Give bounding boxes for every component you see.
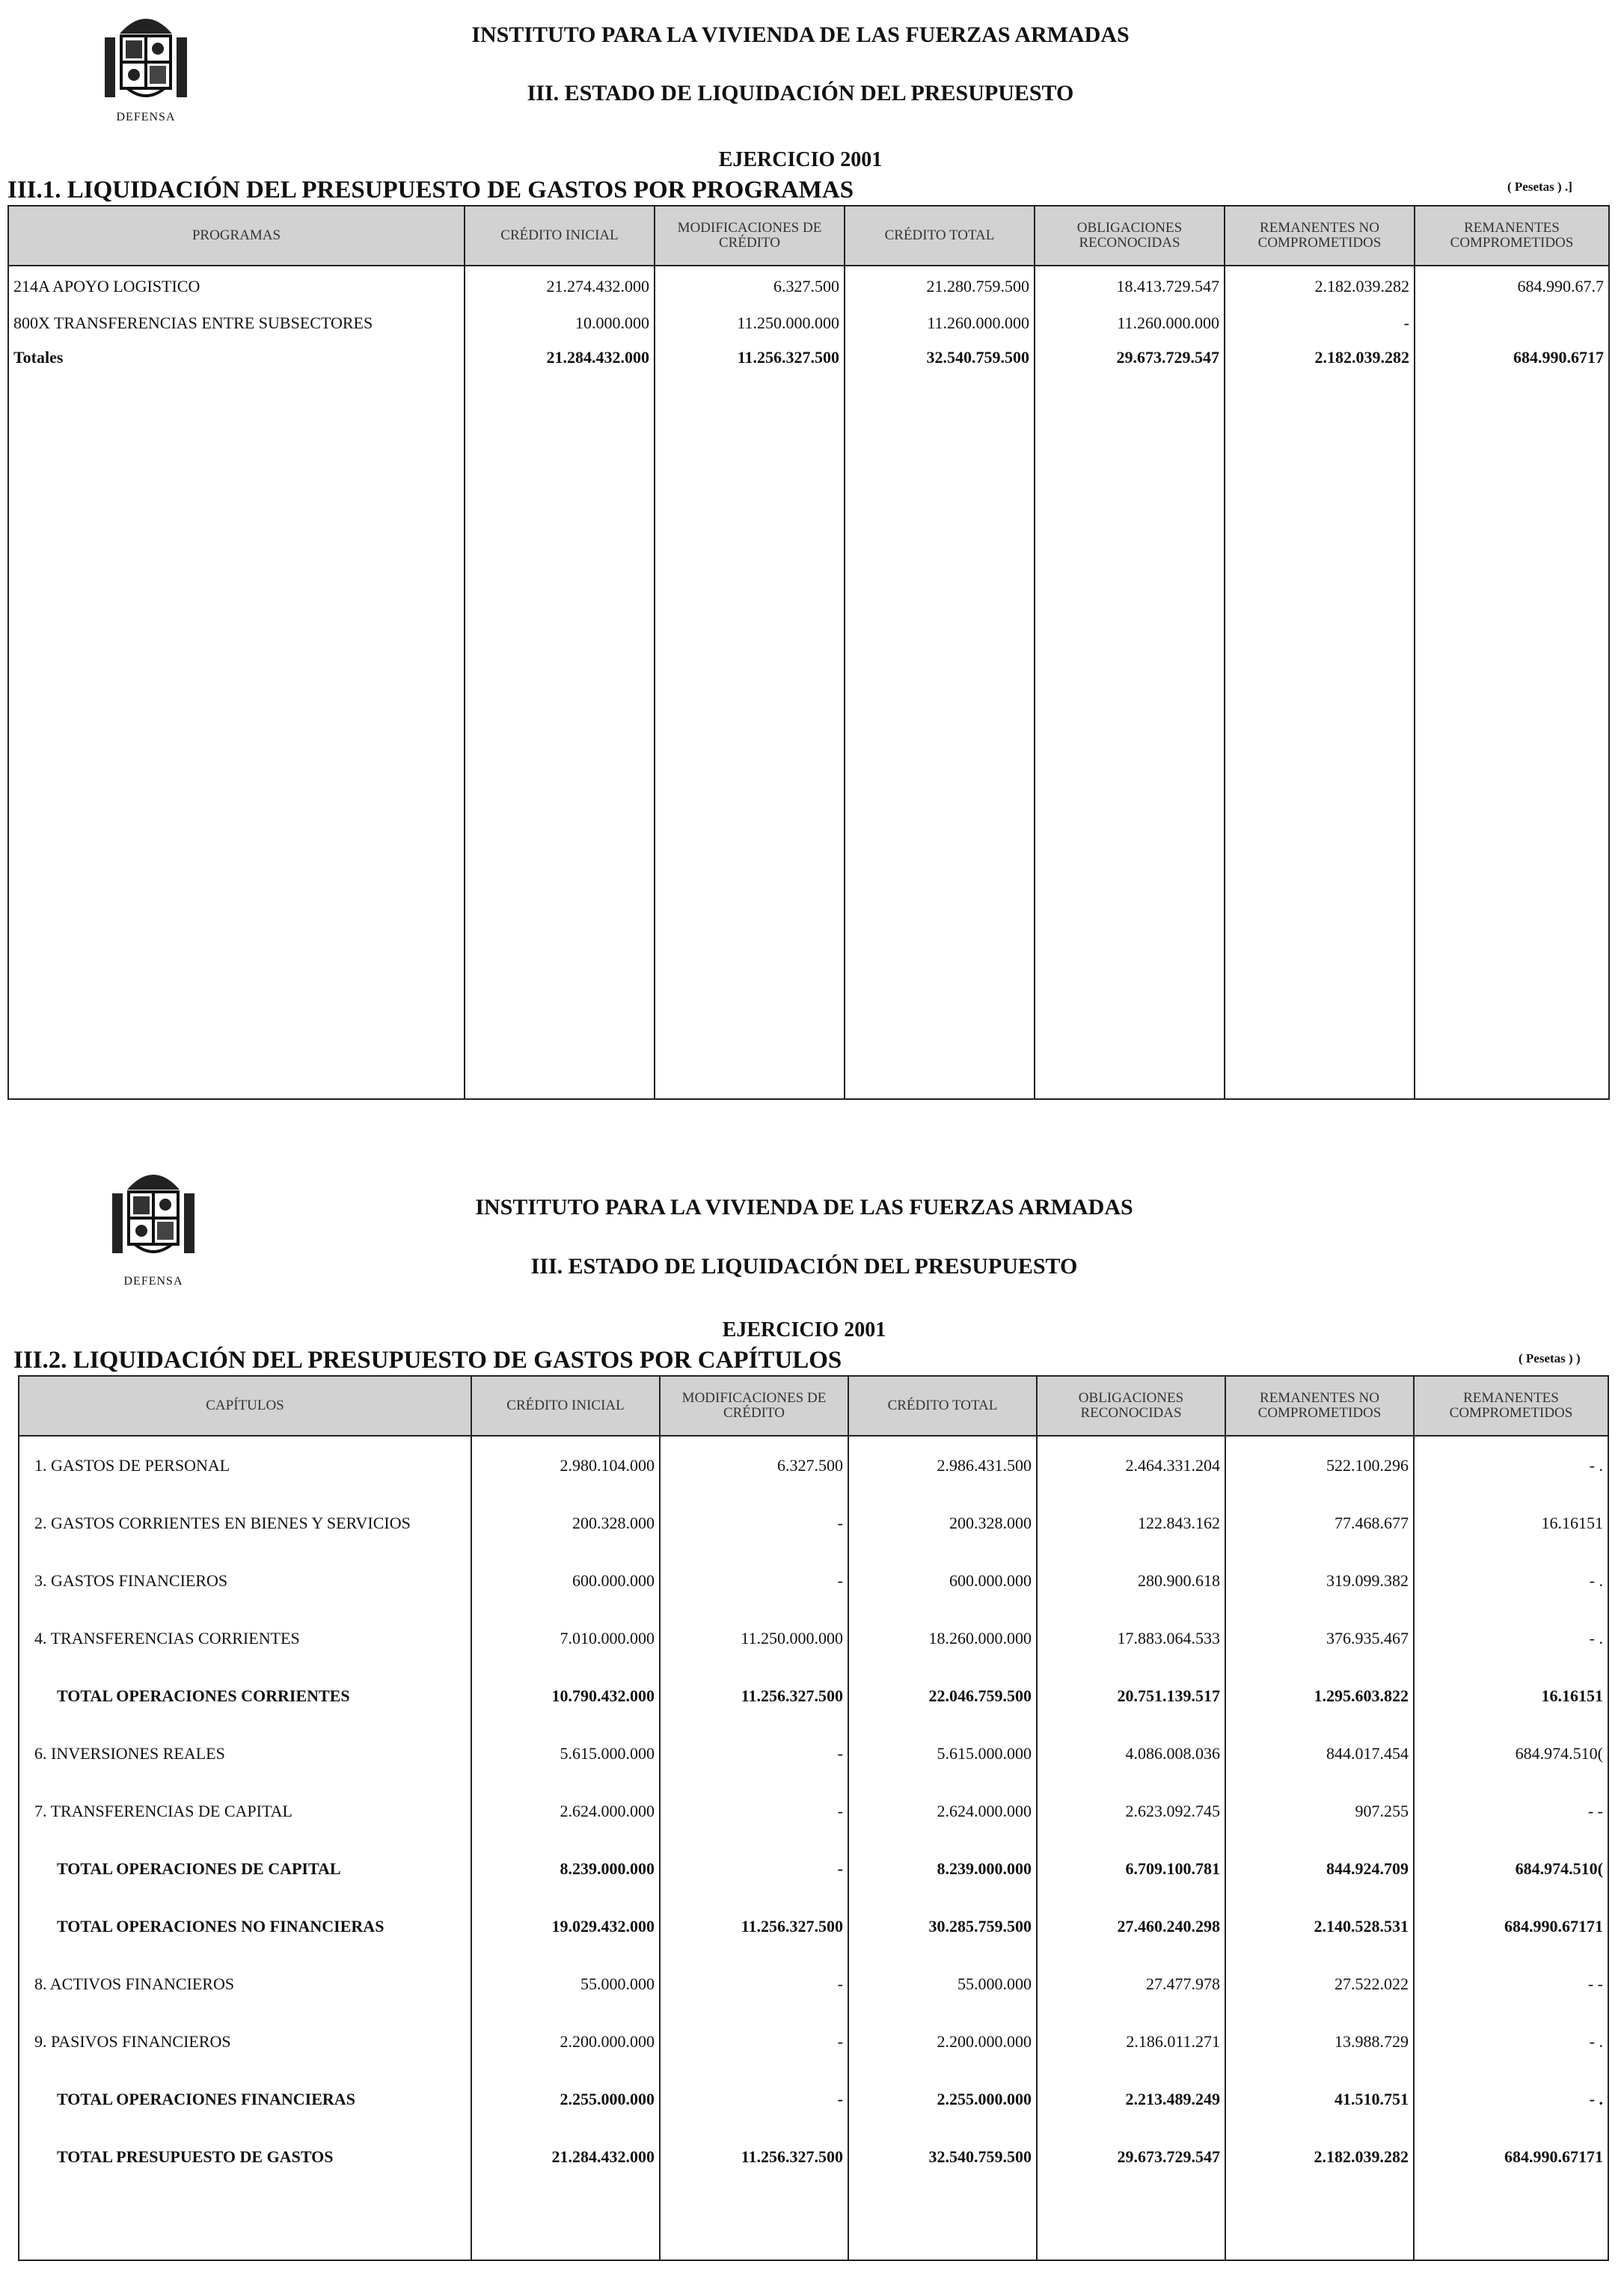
cell: 11.256.327.500 <box>660 1897 848 1955</box>
cell: 18.260.000.000 <box>848 1609 1037 1667</box>
cell: 32.540.759.500 <box>845 340 1035 375</box>
cell: - . <box>1414 1552 1608 1609</box>
report-subtitle: III. ESTADO DE LIQUIDACIÓN DEL PRESUPUESTO <box>530 1254 1078 1279</box>
cell: 2.182.039.282 <box>1225 266 1415 306</box>
cell: 2.182.039.282 <box>1225 340 1415 375</box>
cell: 20.751.139.517 <box>1037 1667 1225 1725</box>
cell: 376.935.467 <box>1225 1609 1414 1667</box>
table-row <box>8 266 1609 306</box>
cell: 21.284.432.000 <box>465 340 655 375</box>
row-label: 7. TRANSFERENCIAS DE CAPITAL <box>19 1782 471 1840</box>
cell: 17.883.064.533 <box>1037 1609 1225 1667</box>
row-label: 9. PASIVOS FINANCIEROS <box>19 2013 471 2070</box>
row-label: TOTAL OPERACIONES CORRIENTES <box>19 1667 471 1725</box>
table-row <box>19 1955 1608 2013</box>
table-row-total <box>8 340 1609 375</box>
col-header: REMANENTES COMPROMETIDOS <box>1415 206 1609 266</box>
cell: 684.990.67.7 <box>1415 266 1609 306</box>
cell: - <box>1225 306 1415 340</box>
table-row <box>19 2013 1608 2070</box>
cell: 8.239.000.000 <box>471 1840 660 1897</box>
table-row <box>8 306 1609 340</box>
cell: 684.990.67171 <box>1414 2128 1608 2185</box>
cell: - <box>660 1494 848 1552</box>
cell: 55.000.000 <box>471 1955 660 2013</box>
cell: 2.200.000.000 <box>471 2013 660 2070</box>
col-header: PROGRAMAS <box>8 206 465 266</box>
cell: 600.000.000 <box>848 1552 1037 1609</box>
cell: 21.274.432.000 <box>465 266 655 306</box>
col-header: REMANENTES NO COMPROMETIDOS <box>1225 206 1415 266</box>
cell: - - <box>1414 1955 1608 2013</box>
cell: 600.000.000 <box>471 1552 660 1609</box>
cell: 2.980.104.000 <box>471 1436 660 1494</box>
row-label: 800X TRANSFERENCIAS ENTRE SUBSECTORES <box>8 306 465 340</box>
cell: - - <box>1414 1782 1608 1840</box>
table-row <box>19 1494 1608 1552</box>
institute-title: INSTITUTO PARA LA VIVIENDA DE LAS FUERZAS ARMADAS <box>475 1195 1133 1220</box>
cell: - <box>660 1782 848 1840</box>
table-row-subtotal <box>19 1897 1608 1955</box>
cell: 16.16151 <box>1414 1494 1608 1552</box>
cell: - <box>660 2013 848 2070</box>
exercise-year: EJERCICIO 2001 <box>718 148 883 171</box>
cell: 29.673.729.547 <box>1037 2128 1225 2185</box>
row-label: 3. GASTOS FINANCIEROS <box>19 1552 471 1609</box>
cell: 11.260.000.000 <box>1035 306 1225 340</box>
col-header: CRÉDITO TOTAL <box>845 206 1035 266</box>
cell: 10.000.000 <box>465 306 655 340</box>
cell: 6.709.100.781 <box>1037 1840 1225 1897</box>
cell: 122.843.162 <box>1037 1494 1225 1552</box>
cell: 6.327.500 <box>660 1436 848 1494</box>
cell: 32.540.759.500 <box>848 2128 1037 2185</box>
cell: - <box>660 2070 848 2128</box>
cell: 29.673.729.547 <box>1035 340 1225 375</box>
table-row <box>19 1436 1608 1494</box>
cell: 8.239.000.000 <box>848 1840 1037 1897</box>
cell: 18.413.729.547 <box>1035 266 1225 306</box>
cell: 280.900.618 <box>1037 1552 1225 1609</box>
cell: 2.464.331.204 <box>1037 1436 1225 1494</box>
cell: 907.255 <box>1225 1782 1414 1840</box>
cell: 16.16151 <box>1414 1667 1608 1725</box>
exercise-year: EJERCICIO 2001 <box>722 1318 886 1341</box>
currency-note: ( Pesetas ) .] <box>1507 180 1572 194</box>
currency-note: ( Pesetas ) ) <box>1519 1351 1581 1365</box>
cell: 200.328.000 <box>471 1494 660 1552</box>
report-subtitle: III. ESTADO DE LIQUIDACIÓN DEL PRESUPUESTO <box>527 81 1074 105</box>
coat-of-arms-icon <box>97 7 194 101</box>
cell: 319.099.382 <box>1225 1552 1414 1609</box>
cell: 77.468.677 <box>1225 1494 1414 1552</box>
cell: 2.140.528.531 <box>1225 1897 1414 1955</box>
cell: 2.624.000.000 <box>471 1782 660 1840</box>
row-label: TOTAL OPERACIONES FINANCIERAS <box>19 2070 471 2128</box>
row-label: TOTAL PRESUPUESTO DE GASTOS <box>19 2128 471 2185</box>
cell: 7.010.000.000 <box>471 1609 660 1667</box>
cell: 11.256.327.500 <box>655 340 845 375</box>
emblem-caption: DEFENSA <box>123 1275 183 1288</box>
cell: - <box>660 1552 848 1609</box>
row-label: 1. GASTOS DE PERSONAL <box>19 1436 471 1494</box>
cell: 21.280.759.500 <box>845 266 1035 306</box>
emblem-caption: DEFENSA <box>116 111 176 123</box>
cell: - . <box>1414 1609 1608 1667</box>
cell: 11.250.000.000 <box>655 306 845 340</box>
table-row <box>19 1609 1608 1667</box>
row-label: 214A APOYO LOGISTICO <box>8 266 465 306</box>
col-header: MODIFICACIONES DE CRÉDITO <box>655 206 845 266</box>
cell: 19.029.432.000 <box>471 1897 660 1955</box>
col-header: CRÉDITO INICIAL <box>465 206 655 266</box>
cell: 27.460.240.298 <box>1037 1897 1225 1955</box>
programs-table <box>7 205 1610 1100</box>
cell: 684.974.510( <box>1414 1840 1608 1897</box>
cell: - . <box>1414 2070 1608 2128</box>
cell: 21.284.432.000 <box>471 2128 660 2185</box>
cell: 27.477.978 <box>1037 1955 1225 2013</box>
row-label: 8. ACTIVOS FINANCIEROS <box>19 1955 471 2013</box>
section-title: III.1. LIQUIDACIÓN DEL PRESUPUESTO DE GASTOS POR PROGRAMAS <box>7 177 854 204</box>
chapters-table <box>18 1375 1609 2261</box>
cell: 11.260.000.000 <box>845 306 1035 340</box>
cell: 2.255.000.000 <box>848 2070 1037 2128</box>
cell: 30.285.759.500 <box>848 1897 1037 1955</box>
cell: 2.213.489.249 <box>1037 2070 1225 2128</box>
table-filler-row <box>8 375 1609 1099</box>
cell: 684.990.6717 <box>1415 340 1609 375</box>
col-header: OBLIGACIONES RECONOCIDAS <box>1035 206 1225 266</box>
cell: 2.255.000.000 <box>471 2070 660 2128</box>
cell: 11.256.327.500 <box>660 2128 848 2185</box>
col-header: MODIFICACIONES DE CRÉDITO <box>660 1376 848 1436</box>
col-header: CAPÍTULOS <box>19 1376 471 1436</box>
cell: 2.986.431.500 <box>848 1436 1037 1494</box>
cell: - . <box>1414 2013 1608 2070</box>
table-row-subtotal <box>19 2070 1608 2128</box>
cell: 522.100.296 <box>1225 1436 1414 1494</box>
table-row-subtotal <box>19 1840 1608 1897</box>
cell: 6.327.500 <box>655 266 845 306</box>
row-label: TOTAL OPERACIONES DE CAPITAL <box>19 1840 471 1897</box>
row-label: 6. INVERSIONES REALES <box>19 1725 471 1782</box>
cell: 1.295.603.822 <box>1225 1667 1414 1725</box>
cell: - <box>660 1725 848 1782</box>
cell <box>1415 306 1609 340</box>
col-header: REMANENTES COMPROMETIDOS <box>1414 1376 1608 1436</box>
table-row <box>19 1552 1608 1609</box>
coat-of-arms-icon <box>105 1163 202 1257</box>
col-header: CRÉDITO INICIAL <box>471 1376 660 1436</box>
cell: 684.990.67171 <box>1414 1897 1608 1955</box>
section-title: III.2. LIQUIDACIÓN DEL PRESUPUESTO DE GASTOS POR CAPÍTULOS <box>13 1347 842 1374</box>
cell: 27.522.022 <box>1225 1955 1414 2013</box>
cell: 11.256.327.500 <box>660 1667 848 1725</box>
col-header: REMANENTES NO COMPROMETIDOS <box>1225 1376 1414 1436</box>
row-label: 4. TRANSFERENCIAS CORRIENTES <box>19 1609 471 1667</box>
institute-title: INSTITUTO PARA LA VIVIENDA DE LAS FUERZAS ARMADAS <box>471 22 1130 47</box>
cell: - <box>660 1840 848 1897</box>
cell: 684.974.510( <box>1414 1725 1608 1782</box>
row-label: TOTAL OPERACIONES NO FINANCIERAS <box>19 1897 471 1955</box>
cell: 2.624.000.000 <box>848 1782 1037 1840</box>
col-header: OBLIGACIONES RECONOCIDAS <box>1037 1376 1225 1436</box>
table-row <box>19 1782 1608 1840</box>
table-filler-row <box>19 2185 1608 2260</box>
cell: 13.988.729 <box>1225 2013 1414 2070</box>
cell: 10.790.432.000 <box>471 1667 660 1725</box>
row-label: Totales <box>8 340 465 375</box>
cell: 22.046.759.500 <box>848 1667 1037 1725</box>
table-row-total <box>19 2128 1608 2185</box>
cell: 5.615.000.000 <box>471 1725 660 1782</box>
cell: 55.000.000 <box>848 1955 1037 2013</box>
cell: 844.017.454 <box>1225 1725 1414 1782</box>
col-header: CRÉDITO TOTAL <box>848 1376 1037 1436</box>
cell: 11.250.000.000 <box>660 1609 848 1667</box>
cell: 2.623.092.745 <box>1037 1782 1225 1840</box>
cell: 2.186.011.271 <box>1037 2013 1225 2070</box>
cell: 2.182.039.282 <box>1225 2128 1414 2185</box>
row-label: 2. GASTOS CORRIENTES EN BIENES Y SERVICIOS <box>19 1494 471 1552</box>
table-row <box>19 1725 1608 1782</box>
cell: - . <box>1414 1436 1608 1494</box>
cell: 4.086.008.036 <box>1037 1725 1225 1782</box>
cell: 2.200.000.000 <box>848 2013 1037 2070</box>
cell: 844.924.709 <box>1225 1840 1414 1897</box>
cell: 5.615.000.000 <box>848 1725 1037 1782</box>
cell: 41.510.751 <box>1225 2070 1414 2128</box>
cell: - <box>660 1955 848 2013</box>
cell: 200.328.000 <box>848 1494 1037 1552</box>
table-row-subtotal <box>19 1667 1608 1725</box>
